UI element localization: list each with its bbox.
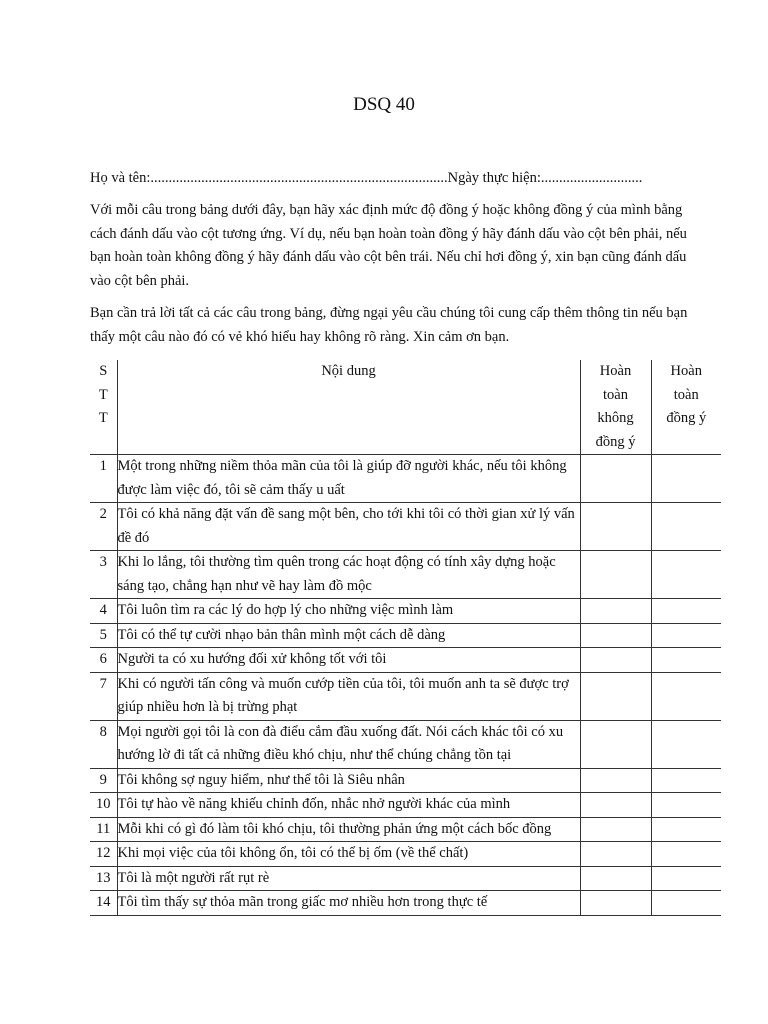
agree-answer-cell[interactable] [651,599,721,624]
header-disagree-line: Hoàn [599,363,632,379]
agree-answer-cell[interactable] [651,768,721,793]
row-number: 9 [90,768,117,793]
row-number: 8 [90,720,117,768]
agree-answer-cell[interactable] [651,503,721,551]
row-statement: Khi có người tấn công và muốn cướp tiền của tôi, tôi muốn anh ta sẽ được trợ giúp nhiều hơn là bị trừng phạt [117,672,580,720]
row-statement: Tôi tìm thấy sự thỏa mãn trong giấc mơ nhiều hơn trong thực tế [117,891,580,916]
row-statement: Tôi có thể tự cười nhạo bản thân mình một cách dễ dàng [117,623,580,648]
agree-answer-cell[interactable] [651,817,721,842]
disagree-answer-cell[interactable] [580,817,651,842]
disagree-answer-cell[interactable] [580,455,651,503]
header-content: Nội dung [117,360,580,455]
page-title: DSQ 40 [353,94,415,115]
row-statement: Tôi không sợ nguy hiểm, như thể tôi là Siêu nhân [117,768,580,793]
table-row [90,817,721,842]
table-row [90,793,721,818]
agree-answer-cell[interactable] [651,842,721,867]
header-agree-line: Hoàn [670,363,702,379]
row-number: 7 [90,672,117,720]
row-statement: Mọi người gọi tôi là con đà điểu cắm đầu xuống đất. Nói cách khác tôi có xu hướng lờ đi tất cả những điều khó chịu, như thể chúng chẳng tồn tại [117,720,580,768]
row-number: 13 [90,866,117,891]
agree-answer-cell[interactable] [651,672,721,720]
instruction-paragraph-2: Bạn cần trả lời tất cả các câu trong bảng, đừng ngại yêu cầu chúng tôi cung cấp thêm thông tin nếu bạn thấy một câu nào đó có vẻ khó hiểu hay không rõ ràng. Xin cảm ơn bạn. [90,305,688,345]
row-statement: Khi mọi việc của tôi không ổn, tôi có thể bị ốm (về thể chất) [117,842,580,867]
table-row [90,623,721,648]
row-statement: Tôi tự hào về năng khiếu chỉnh đốn, nhắc nhở người khác của mình [117,793,580,818]
row-statement: Tôi có khả năng đặt vấn đề sang một bên, cho tới khi tôi có thời gian xử lý vấn đề đó [117,503,580,551]
row-number: 5 [90,623,117,648]
agree-answer-cell[interactable] [651,648,721,673]
row-number: 6 [90,648,117,673]
header-strongly-agree [651,360,721,455]
table-row [90,842,721,867]
disagree-answer-cell[interactable] [580,503,651,551]
disagree-answer-cell[interactable] [580,648,651,673]
header-stt-line: T [98,410,108,426]
row-number: 11 [90,817,117,842]
agree-answer-cell[interactable] [651,455,721,503]
table-header-row [90,360,721,455]
table-row [90,455,721,503]
table-row [90,551,721,599]
disagree-answer-cell[interactable] [580,793,651,818]
table-row [90,503,721,551]
header-strongly-disagree [580,360,651,455]
disagree-answer-cell[interactable] [580,551,651,599]
disagree-answer-cell[interactable] [580,891,651,916]
agree-answer-cell[interactable] [651,720,721,768]
header-stt [90,360,117,455]
header-agree-line: toàn [673,386,699,403]
disagree-answer-cell[interactable] [580,623,651,648]
disagree-answer-cell[interactable] [580,842,651,867]
row-number: 14 [90,891,117,916]
disagree-answer-cell[interactable] [580,720,651,768]
disagree-answer-cell[interactable] [580,599,651,624]
row-number: 12 [90,842,117,867]
row-statement: Một trong những niềm thỏa mãn của tôi là giúp đỡ người khác, nếu tôi không được làm việc đó, tôi sẽ cảm thấy u uất [117,455,580,503]
row-number: 2 [90,503,117,551]
row-statement: Người ta có xu hướng đối xử không tốt với tôi [117,648,580,673]
agree-answer-cell[interactable] [651,551,721,599]
row-statement: Khi lo lắng, tôi thường tìm quên trong các hoạt động có tính xây dựng hoặc sáng tạo, chẳng hạn như vẽ hay làm đồ mộc [117,551,580,599]
row-number: 10 [90,793,117,818]
header-disagree-line: không [597,410,634,426]
name-and-date-line: Họ và tên:..................................................................................Ngày thực hiện:............................ [90,170,643,186]
row-number: 1 [90,455,117,503]
instruction-paragraph-1: Với mỗi câu trong bảng dưới đây, bạn hãy xác định mức độ đồng ý hoặc không đồng ý của mình bằng cách đánh dấu vào cột tương ứng. Ví dụ, nếu bạn hoàn toàn đồng ý hãy đánh dấu vào cột bên phải, nếu bạn hoàn toàn không đồng ý hãy đánh dấu vào cột bên trái. Nếu chỉ hơi đồng ý, xin bạn cũng đánh dấu vào cột bên phải. [90,202,687,289]
agree-answer-cell[interactable] [651,866,721,891]
row-statement: Mỗi khi có gì đó làm tôi khó chịu, tôi thường phản ứng một cách bốc đồng [117,817,580,842]
agree-answer-cell[interactable] [651,793,721,818]
disagree-answer-cell[interactable] [580,672,651,720]
table-row [90,672,721,720]
table-row [90,891,721,916]
header-disagree-line: đồng ý [595,433,636,450]
table-row [90,866,721,891]
row-number: 4 [90,599,117,624]
header-stt-line: T [98,386,108,403]
table-row [90,768,721,793]
survey-table [90,360,721,916]
row-statement: Tôi luôn tìm ra các lý do hợp lý cho những việc mình làm [117,599,580,624]
disagree-answer-cell[interactable] [580,866,651,891]
disagree-answer-cell[interactable] [580,768,651,793]
header-agree-line: đồng ý [666,410,707,426]
table-row [90,648,721,673]
row-number: 3 [90,551,117,599]
header-stt-line: S [99,363,108,379]
header-disagree-line: toàn [603,386,628,403]
agree-answer-cell[interactable] [651,891,721,916]
row-statement: Tôi là một người rất rụt rè [117,866,580,891]
table-row [90,720,721,768]
agree-answer-cell[interactable] [651,623,721,648]
table-row [90,599,721,624]
